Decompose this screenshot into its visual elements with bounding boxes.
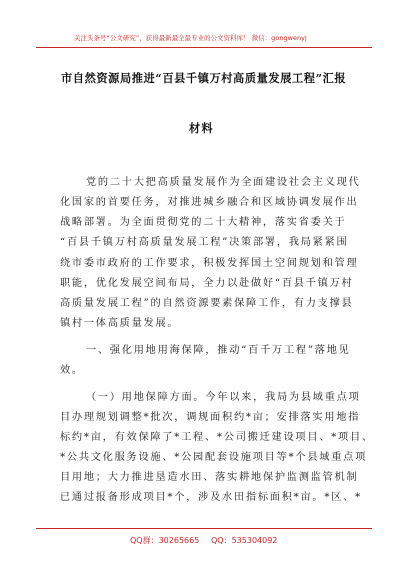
footer-qq-contact: QQ：535304092 [211,536,278,545]
section-heading-continued: 效。 [60,365,84,376]
paragraph-line: 目办理规划调整*批次，调规面积约*亩；安排落实用地指 [60,412,361,423]
section-heading: 一、强化用地用海保障，推动“百千万工程”落地见 [86,345,351,356]
paragraph-line: 高质量发展工程”的自然资源要素保障工作，有力支撑县 [60,298,354,309]
paragraph-line: *公共文化服务设施、*公园配套设施项目等*个县域重点项 [60,452,368,463]
header-banner: 关注头条号“公文研究”，获得最新最全最专业的公文资料库！ 微信：gongwenyj [74,34,307,42]
paragraph-line: （一）用地保障方面。今年以来，我局为县域重点项 [86,392,361,403]
paragraph-line: 战略部署。为全面贯彻党的二十大精神，落实省委关于 [60,217,347,228]
document-title: 市自然资源局推进“百县千镇万村高质量发展工程”汇报 [61,71,347,85]
paragraph-line: 镇村一体高质量发展。 [60,318,180,329]
paragraph-line: 化国家的首要任务，对推进城乡融合和区域协调发展作出 [60,197,359,208]
paragraph-line: 目用地；大力推进垦造水田、落实耕地保护监测监管机制 [60,472,359,483]
paragraph-line: 党的二十大把高质量发展作为全面建设社会主义现代 [86,177,361,188]
header-divider [36,47,372,48]
paragraph-line: “百县千镇万村高质量发展工程”决策部署，我局紧紧围 [60,237,349,248]
footer-divider [36,528,372,529]
paragraph-line: 绕市委市政府的工作要求，积极发挥国土空间规划和管理 [60,258,359,269]
paragraph-line: 标约*亩，有效保障了*工程、*公司搬迁建设项目、*项目、 [60,432,374,443]
footer-qq-group: QQ群：30265665 [130,536,200,545]
paragraph-line: 已通过报备形成项目*个，涉及水田指标面积*亩。*区、* [60,492,362,503]
document-title-continued: 材料 [189,121,214,135]
paragraph-line: 职能，优化发展空间布局，全力以赴做好“百县千镇万村 [60,278,354,289]
